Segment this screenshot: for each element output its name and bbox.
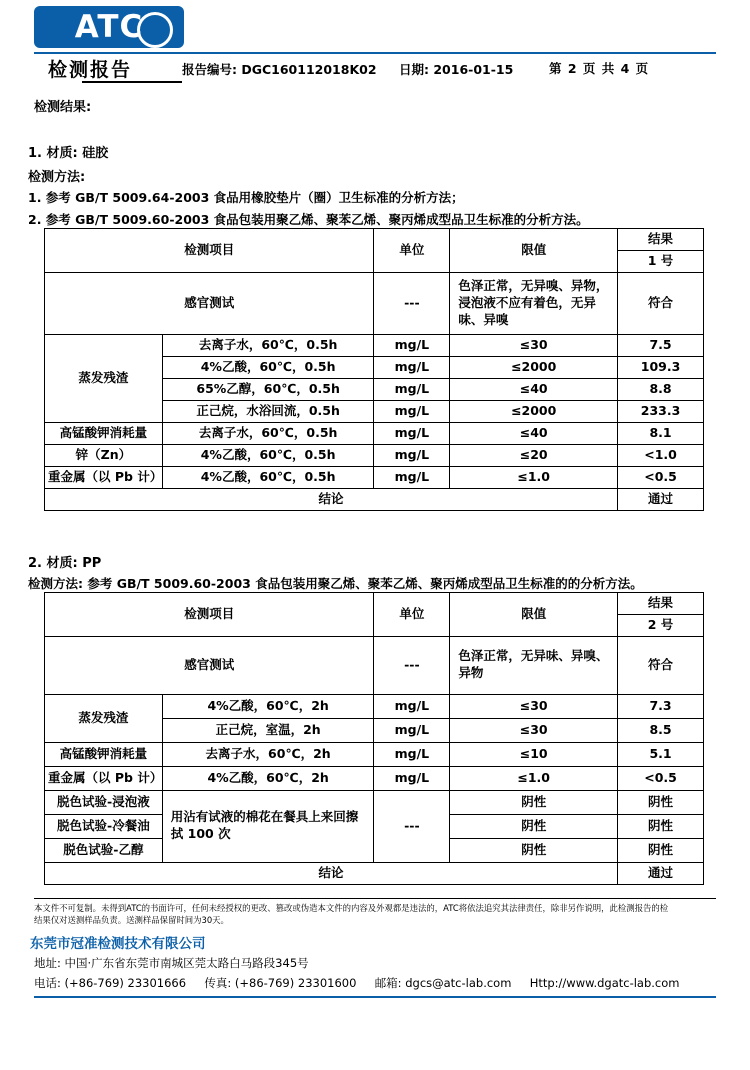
row-group: 高锰酸钾消耗量: [45, 742, 163, 766]
row-result: <0.5: [618, 766, 704, 790]
row-unit: mg/L: [374, 400, 450, 422]
table-row: [45, 334, 704, 356]
table-conclusion-row: [45, 862, 704, 884]
section2-method: 检测方法: 参考 GB/T 5009.60-2003 食品包装用聚乙烯、聚苯乙烯、聚丙烯成型品卫生标准的的分析方法。: [28, 576, 643, 591]
header-limit: 限值: [450, 593, 618, 637]
row-result: 8.5: [618, 718, 704, 742]
table-row: [45, 694, 704, 718]
row-item: 感官测试: [45, 636, 374, 694]
report-date: 日期: 2016-01-15: [399, 62, 514, 77]
row-subitem: 用沾有试液的棉花在餐具上来回擦拭 100 次: [162, 790, 374, 862]
logo-badge: [34, 6, 184, 48]
table-row: [45, 422, 704, 444]
row-subitem: 4%乙酸，60℃，0.5h: [162, 466, 374, 488]
atc-logo: [34, 6, 184, 48]
results-heading: 检测结果:: [34, 100, 92, 115]
row-result: <1.0: [618, 444, 704, 466]
row-unit: mg/L: [374, 766, 450, 790]
row-limit: ≤30: [450, 694, 618, 718]
row-limit: ≤10: [450, 742, 618, 766]
disclaimer-line-2: 结果仅对送测样品负责。送测样品保留时间为30天。: [34, 915, 229, 925]
row-limit: ≤1.0: [450, 466, 618, 488]
row-unit: mg/L: [374, 378, 450, 400]
contact-fax: 传真: (+86-769) 23301600: [204, 976, 357, 990]
row-limit: 色泽正常，无异味、异嗅、异物: [450, 636, 618, 694]
row-result: 阴性: [618, 814, 704, 838]
row-limit: 阴性: [450, 790, 618, 814]
table-row: [45, 466, 704, 488]
contact-tel: 电话: (+86-769) 23301666: [34, 976, 187, 990]
row-unit: ---: [374, 790, 450, 862]
header-item: 检测项目: [45, 229, 374, 273]
title-row: [34, 55, 716, 83]
contact-email[interactable]: 邮箱: dgcs@atc-lab.com: [374, 976, 512, 990]
conclusion-value: 通过: [618, 862, 704, 884]
row-subitem: 去离子水，60℃，2h: [162, 742, 374, 766]
row-limit: 阴性: [450, 814, 618, 838]
row-subitem: 去离子水，60℃，0.5h: [162, 334, 374, 356]
conclusion-label: 结论: [45, 862, 618, 884]
test-results-table-1: [44, 228, 704, 511]
row-unit: mg/L: [374, 694, 450, 718]
row-result: 阴性: [618, 838, 704, 862]
row-result: 8.1: [618, 422, 704, 444]
row-group: 重金属（以 Pb 计）: [45, 766, 163, 790]
header-limit: 限值: [450, 229, 618, 273]
header-result: 结果: [618, 229, 704, 251]
row-unit: mg/L: [374, 422, 450, 444]
row-result: 7.3: [618, 694, 704, 718]
row-limit: 色泽正常，无异嗅、异物，浸泡液不应有着色，无异味、异嗅: [450, 272, 618, 334]
row-limit: ≤30: [450, 718, 618, 742]
row-limit: ≤40: [450, 378, 618, 400]
header-sample: 1 号: [618, 250, 704, 272]
row-unit: mg/L: [374, 444, 450, 466]
disclaimer-line-1: 本文件不可复制。未得到ATC的书面许可，任何未经授权的更改、篡改或伪造本文件的内容及外观都是违法的，ATC将依法追究其法律责任，除非另作说明，此检测报告的检: [34, 903, 669, 913]
row-group: 蒸发残渣: [45, 334, 163, 422]
row-unit: mg/L: [374, 356, 450, 378]
header-divider: [34, 52, 716, 54]
section1-method-heading: 检测方法:: [28, 170, 86, 185]
header-unit: 单位: [374, 229, 450, 273]
table-row: [45, 444, 704, 466]
page-title: 检测报告: [48, 59, 133, 81]
row-limit: ≤2000: [450, 400, 618, 422]
row-result: 8.8: [618, 378, 704, 400]
row-unit: ---: [374, 636, 450, 694]
report-number: 报告编号: DGC160112018K02: [182, 62, 377, 77]
company-name: 东莞市冠准检测技术有限公司: [30, 936, 206, 952]
row-subitem: 4%乙酸，60℃，2h: [162, 766, 374, 790]
row-subitem: 65%乙醇，60℃，0.5h: [162, 378, 374, 400]
table-header-row: [45, 229, 704, 251]
footer-divider: [34, 996, 716, 998]
section1-method-2: 2. 参考 GB/T 5009.60-2003 食品包装用聚乙烯、聚苯乙烯、聚丙烯成型品卫生标准的分析方法。: [28, 212, 589, 227]
table-row: [45, 790, 704, 814]
company-address: 地址: 中国·广东省东莞市南城区莞太路白马路段345号: [34, 956, 309, 970]
row-result: <0.5: [618, 466, 704, 488]
header-sample: 2 号: [618, 614, 704, 636]
row-group: 高锰酸钾消耗量: [45, 422, 163, 444]
row-subitem: 去离子水，60℃，0.5h: [162, 422, 374, 444]
table-header-row: [45, 593, 704, 615]
row-limit: ≤1.0: [450, 766, 618, 790]
row-result: 符合: [618, 272, 704, 334]
row-result: 5.1: [618, 742, 704, 766]
row-result: 阴性: [618, 790, 704, 814]
row-result: 109.3: [618, 356, 704, 378]
row-limit: 阴性: [450, 838, 618, 862]
row-unit: mg/L: [374, 466, 450, 488]
logo-text: ATC: [74, 9, 144, 45]
row-limit: ≤20: [450, 444, 618, 466]
row-subitem: 正己烷，水浴回流，0.5h: [162, 400, 374, 422]
row-limit: ≤2000: [450, 356, 618, 378]
table-row: [45, 272, 704, 334]
row-unit: mg/L: [374, 334, 450, 356]
row-result: 7.5: [618, 334, 704, 356]
row-subitem: 4%乙酸，60℃，0.5h: [162, 444, 374, 466]
conclusion-label: 结论: [45, 488, 618, 510]
header-unit: 单位: [374, 593, 450, 637]
row-result: 233.3: [618, 400, 704, 422]
row-group: 重金属（以 Pb 计）: [45, 466, 163, 488]
row-unit: mg/L: [374, 718, 450, 742]
row-limit: ≤40: [450, 422, 618, 444]
table-row: [45, 636, 704, 694]
table-conclusion-row: [45, 488, 704, 510]
title-underline: [82, 81, 182, 83]
row-unit: mg/L: [374, 742, 450, 766]
page-number: 第 2 页 共 4 页: [549, 61, 650, 76]
table-row: [45, 766, 704, 790]
row-subitem: 4%乙酸，60℃，0.5h: [162, 356, 374, 378]
row-limit: ≤30: [450, 334, 618, 356]
header-item: 检测项目: [45, 593, 374, 637]
section2-material: 2. 材质: PP: [28, 556, 102, 571]
company-contact: [34, 975, 680, 991]
row-group: 脱色试验-浸泡液: [45, 790, 163, 814]
table-row: [45, 742, 704, 766]
row-result: 符合: [618, 636, 704, 694]
row-group: 蒸发残渣: [45, 694, 163, 742]
section1-material: 1. 材质: 硅胶: [28, 146, 109, 161]
row-subitem: 正己烷，室温，2h: [162, 718, 374, 742]
contact-website[interactable]: Http://www.dgatc-lab.com: [529, 976, 680, 990]
footer-top-divider: [34, 898, 716, 899]
row-group: 锌（Zn）: [45, 444, 163, 466]
section1-method-1: 1. 参考 GB/T 5009.64-2003 食品用橡胶垫片（圈）卫生标准的分析方法；: [28, 190, 464, 205]
header-result: 结果: [618, 593, 704, 615]
row-subitem: 4%乙酸，60℃，2h: [162, 694, 374, 718]
conclusion-value: 通过: [618, 488, 704, 510]
row-unit: ---: [374, 272, 450, 334]
row-group: 脱色试验-乙醇: [45, 838, 163, 862]
test-results-table-2: [44, 592, 704, 885]
row-group: 脱色试验-冷餐油: [45, 814, 163, 838]
row-item: 感官测试: [45, 272, 374, 334]
